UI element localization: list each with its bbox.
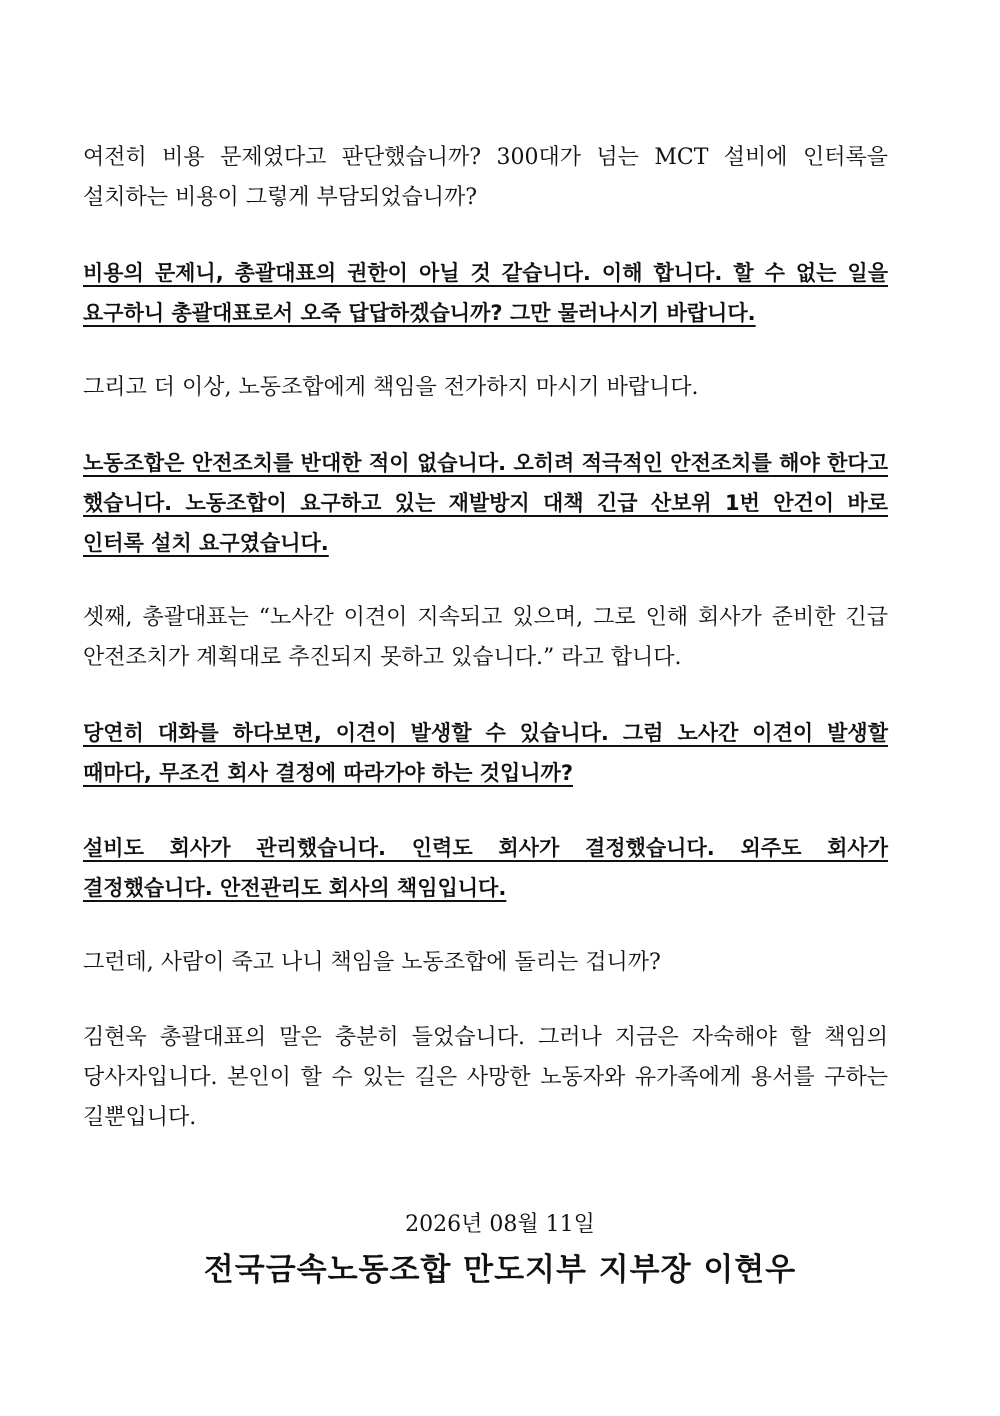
paragraph-cost-question: 여전히 비용 문제였다고 판단했습니까? 300대가 넘는 MCT 설비에 인터록을 설치하는 비용이 그렇게 부담되었습니까? xyxy=(83,145,888,210)
paragraph-company-responsibility: 설비도 회사가 관리했습니다. 인력도 회사가 결정했습니다. 외주도 회사가 결정했습니다. 안전관리도 회사의 책임입니다. xyxy=(83,836,888,900)
document-body xyxy=(83,138,888,1173)
paragraph-resign-demand: 비용의 문제니, 총괄대표의 권한이 아닐 것 같습니다. 이해 합니다. 할 수 없는 일을 요구하니 총괄대표로서 오죽 답답하겠습니까? 그만 물러나시기 바랍니다. xyxy=(83,261,888,325)
document-date: 2026년 08월 11일 xyxy=(405,1212,595,1237)
paragraph-third-point: 셋째, 총괄대표는 “노사간 이견이 지속되고 있으며, 그로 인해 회사가 준비한 긴급 안전조치가 계획대로 추진되지 못하고 있습니다.” 라고 합니다. xyxy=(83,605,888,670)
signature-line: 전국금속노동조합 만도지부 지부장 이현우 xyxy=(203,1252,797,1288)
paragraph-stop-blaming: 그리고 더 이상, 노동조합에게 책임을 전가하지 마시기 바랍니다. xyxy=(83,375,699,400)
paragraph-disagreement: 당연히 대화를 하다보면, 이견이 발생할 수 있습니다. 그럼 노사간 이견이 발생할 때마다, 무조건 회사 결정에 따라가야 하는 것입니까? xyxy=(83,721,888,785)
paragraph-union-position: 노동조합은 안전조치를 반대한 적이 없습니다. 오히려 적극적인 안전조치를 해야 한다고 했습니다. 노동조합이 요구하고 있는 재발방지 대책 긴급 산보위 1번 안건이 바로 인터록 설치 요구였습니다. xyxy=(83,451,888,555)
paragraph-blame-question: 그런데, 사람이 죽고 나니 책임을 노동조합에 돌리는 겁니까? xyxy=(83,950,661,975)
paragraph-conclusion: 김현욱 총괄대표의 말은 충분히 들었습니다. 그러나 지금은 자숙해야 할 책임의 당사자입니다. 본인이 할 수 있는 길은 사망한 노동자와 유가족에게 용서를 구하는 길뿐입니다. xyxy=(83,1025,888,1130)
